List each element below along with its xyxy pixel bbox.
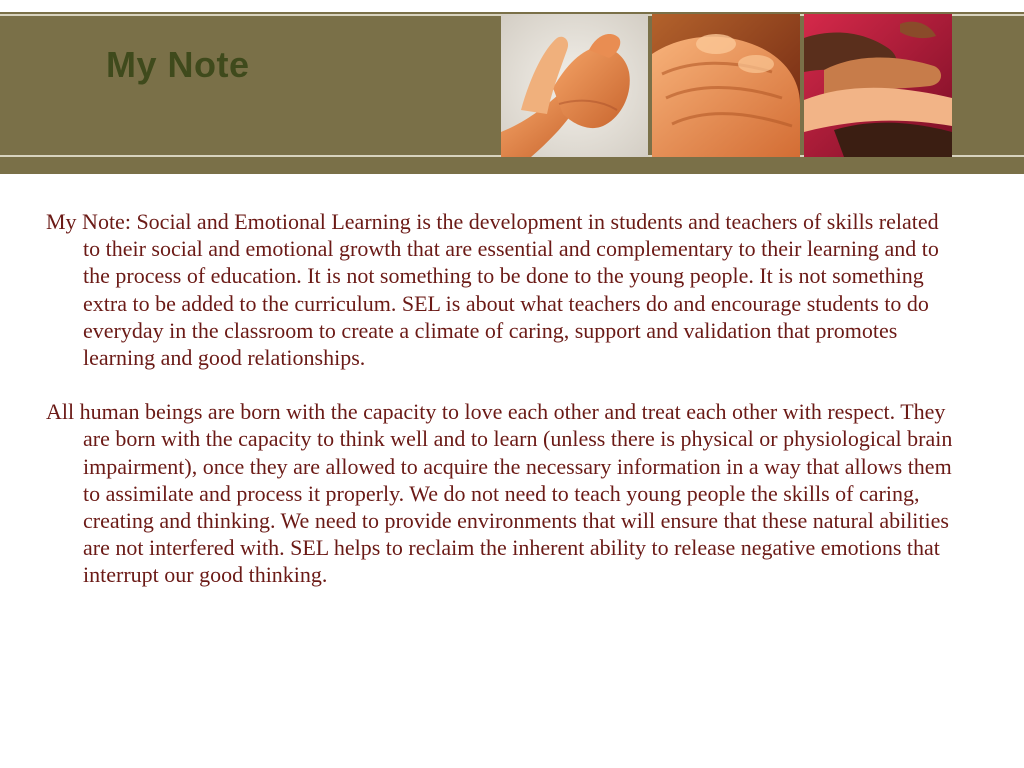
slide-body (46, 208, 961, 616)
clasped-hands-photo (652, 14, 800, 157)
body-paragraph-2: All human beings are born with the capacity to love each other and treat each other with respect. They are born with the capacity to think well and to learn (unless there is physical or physiological brain impairment), once they are allowed to acquire the necessary information in a way that allows them to assimilate and process it properly. We do not need to teach young people the skills of caring, creating and thinking. We need to provide environments that will ensure that these natural abilities are not interfered with. SEL helps to reclaim the inherent ability to release negative emotions that interrupt our good thinking. (46, 399, 953, 588)
header-band (0, 0, 1024, 176)
stacked-hands-photo (804, 14, 952, 157)
body-paragraph-1: My Note: Social and Emotional Learning is the development in students and teachers of skills related to their social and emotional growth that are essential and complementary to their learning and to the process of education. It is not something to be done to the young people. It is not something extra to be added to the curriculum. SEL is about what teachers do and encourage students to do everyday in the classroom to create a climate of caring, support and validation that promotes learning and good relationships. (46, 209, 939, 371)
hand-holding-finger-photo (501, 14, 648, 157)
slide-title: My Note (106, 44, 250, 85)
